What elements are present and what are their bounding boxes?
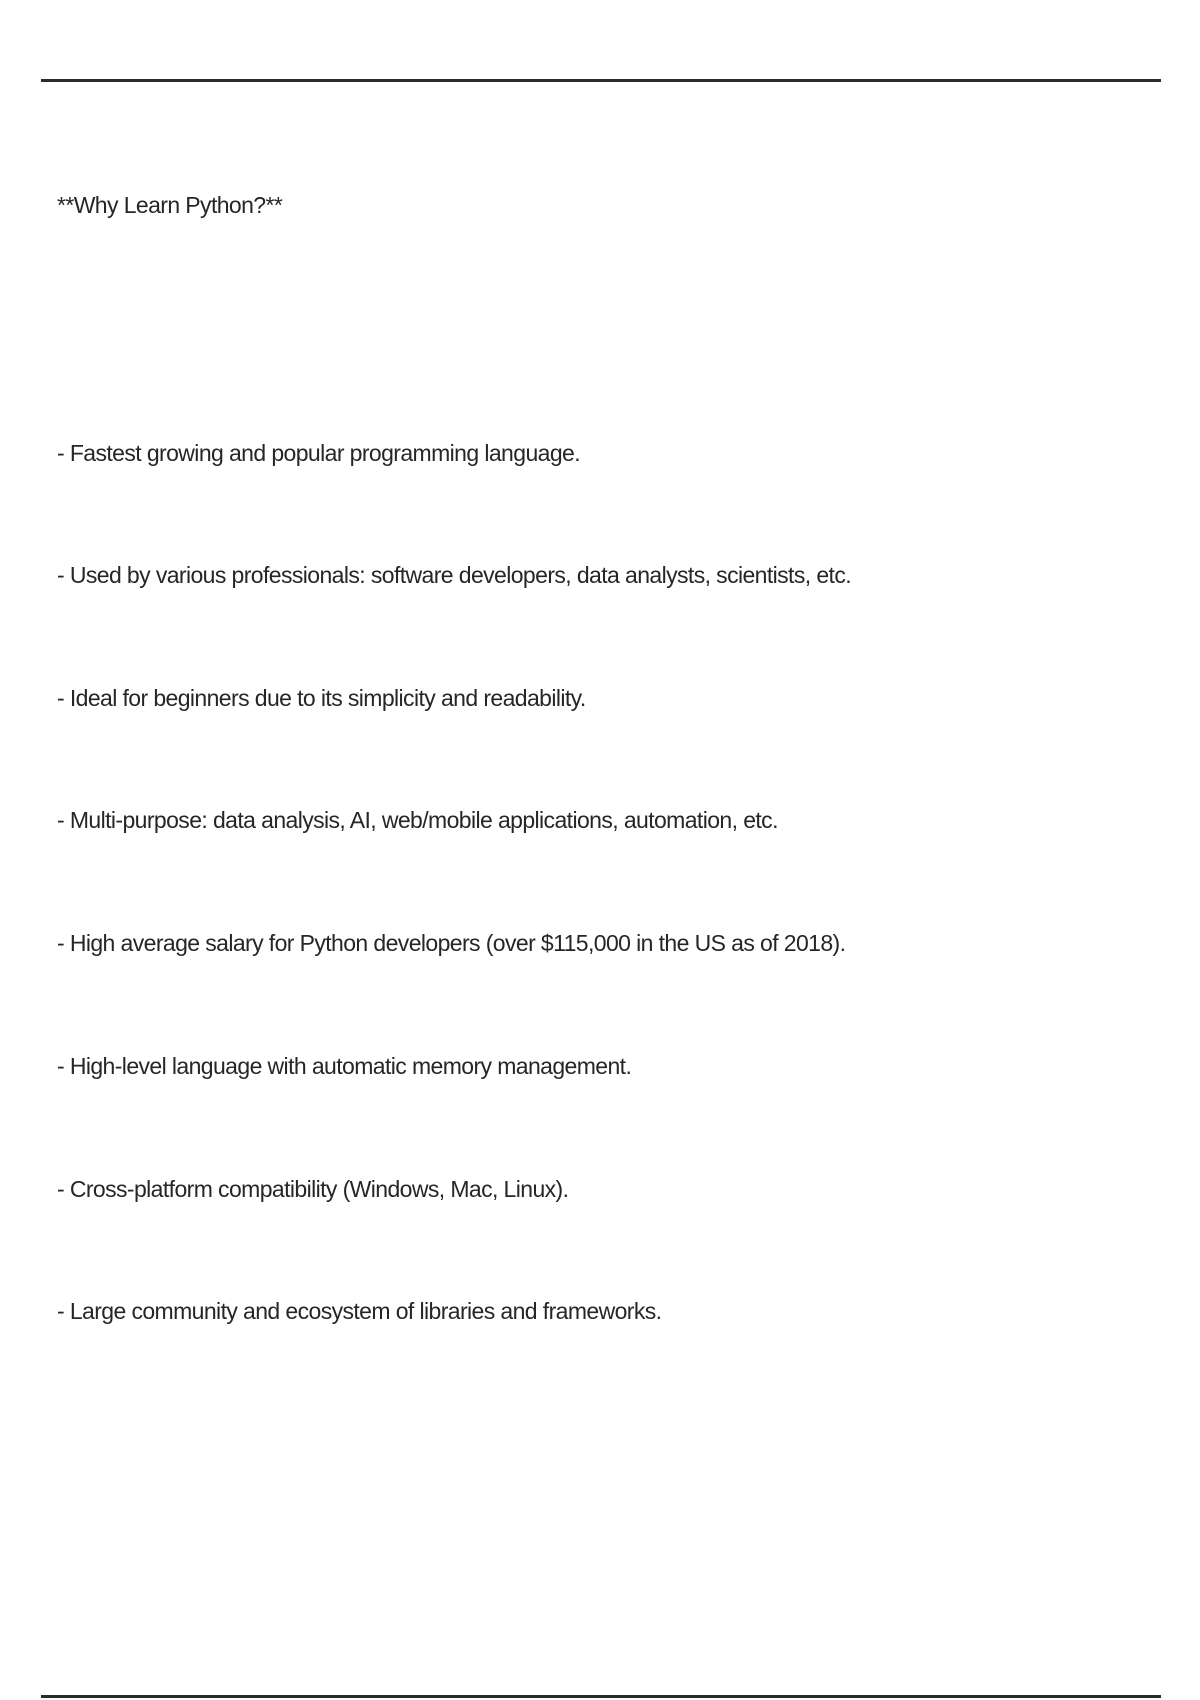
list-item: - Large community and ecosystem of libraries and frameworks. — [57, 1298, 662, 1324]
list-item: - High average salary for Python developers (over $115,000 in the US as of 2018). — [57, 930, 846, 956]
top-divider — [41, 79, 1161, 82]
bottom-divider — [41, 1695, 1161, 1698]
page-heading: **Why Learn Python?** — [57, 192, 283, 218]
list-item: - Cross-platform compatibility (Windows, Mac, Linux). — [57, 1176, 569, 1202]
list-item: - Fastest growing and popular programming language. — [57, 440, 580, 466]
list-item: - Used by various professionals: software developers, data analysts, scientists, etc. — [57, 562, 852, 588]
list-item: - High-level language with automatic memory management. — [57, 1053, 632, 1079]
list-item: - Ideal for beginners due to its simplicity and readability. — [57, 685, 586, 711]
list-item: - Multi-purpose: data analysis, AI, web/mobile applications, automation, etc. — [57, 807, 778, 833]
